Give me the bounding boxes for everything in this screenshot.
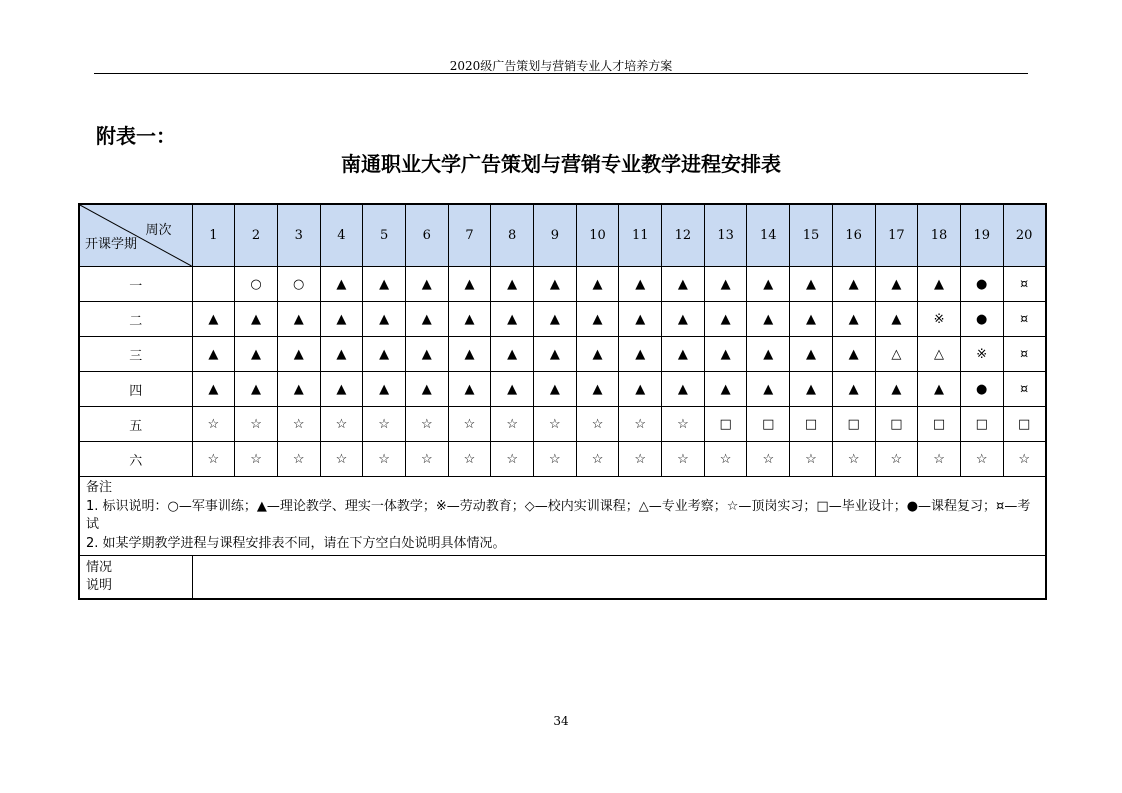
schedule-cell: ▲ bbox=[277, 372, 320, 407]
schedule-cell: ▲ bbox=[662, 337, 705, 372]
schedule-cell: ▲ bbox=[790, 337, 833, 372]
semester-label: 一 bbox=[79, 267, 192, 302]
schedule-cell: ▲ bbox=[576, 302, 619, 337]
schedule-cell: ☆ bbox=[448, 407, 491, 442]
week-header-row bbox=[79, 204, 1046, 267]
schedule-cell: □ bbox=[1003, 407, 1046, 442]
schedule-cell: ▲ bbox=[363, 337, 406, 372]
situation-label-line2: 说明 bbox=[86, 578, 113, 593]
schedule-cell: ¤ bbox=[1003, 337, 1046, 372]
week-header: 9 bbox=[534, 204, 577, 267]
schedule-cell: ▲ bbox=[790, 302, 833, 337]
schedule-cell: ● bbox=[960, 267, 1003, 302]
schedule-cell: △ bbox=[875, 337, 918, 372]
schedule-cell: ▲ bbox=[320, 267, 363, 302]
schedule-cell: ▲ bbox=[491, 267, 534, 302]
week-header: 17 bbox=[875, 204, 918, 267]
schedule-cell: ▲ bbox=[576, 267, 619, 302]
schedule-cell: ☆ bbox=[918, 442, 961, 477]
schedule-cell: ☆ bbox=[277, 442, 320, 477]
schedule-cell: ▲ bbox=[875, 267, 918, 302]
schedule-cell: ▲ bbox=[320, 372, 363, 407]
corner-semester-label: 开课学期 bbox=[85, 237, 138, 252]
week-header: 1 bbox=[192, 204, 235, 267]
schedule-cell: □ bbox=[790, 407, 833, 442]
remarks-cell bbox=[79, 477, 1046, 556]
schedule-cell: ▲ bbox=[277, 302, 320, 337]
week-header: 3 bbox=[277, 204, 320, 267]
semester-label: 六 bbox=[79, 442, 192, 477]
schedule-table bbox=[78, 203, 1047, 600]
week-header: 16 bbox=[832, 204, 875, 267]
schedule-cell: ▲ bbox=[619, 302, 662, 337]
schedule-cell: ¤ bbox=[1003, 267, 1046, 302]
schedule-cell: ▲ bbox=[875, 302, 918, 337]
schedule-cell: ▲ bbox=[448, 267, 491, 302]
schedule-cell: ▲ bbox=[832, 267, 875, 302]
schedule-cell: ▲ bbox=[192, 337, 235, 372]
schedule-cell: ▲ bbox=[448, 337, 491, 372]
header-rule bbox=[94, 73, 1028, 74]
schedule-cell: ☆ bbox=[320, 407, 363, 442]
week-header: 14 bbox=[747, 204, 790, 267]
schedule-cell: ▲ bbox=[235, 337, 278, 372]
schedule-cell: ☆ bbox=[320, 442, 363, 477]
week-header: 4 bbox=[320, 204, 363, 267]
schedule-cell: ▲ bbox=[704, 372, 747, 407]
corner-header-cell bbox=[79, 204, 192, 267]
week-header: 7 bbox=[448, 204, 491, 267]
schedule-cell: ▲ bbox=[534, 372, 577, 407]
schedule-cell: ▲ bbox=[662, 267, 705, 302]
schedule-cell: ▲ bbox=[534, 267, 577, 302]
page-number: 34 bbox=[553, 714, 569, 728]
schedule-cell: □ bbox=[747, 407, 790, 442]
schedule-cell: ☆ bbox=[619, 442, 662, 477]
week-header: 8 bbox=[491, 204, 534, 267]
schedule-cell: □ bbox=[918, 407, 961, 442]
semester-row bbox=[79, 267, 1046, 302]
remarks-note: 2. 如某学期教学进程与课程安排表不同，请在下方空白处说明具体情况。 bbox=[86, 535, 506, 551]
schedule-cell: ☆ bbox=[534, 407, 577, 442]
schedule-cell: □ bbox=[704, 407, 747, 442]
schedule-cell: ☆ bbox=[405, 407, 448, 442]
schedule-cell: ☆ bbox=[277, 407, 320, 442]
schedule-cell: ▲ bbox=[405, 302, 448, 337]
schedule-cell: ● bbox=[960, 372, 1003, 407]
remarks-legend: 1. 标识说明：○—军事训练；▲—理论教学、理实一体教学；※—劳动教育；◇—校内实训课程；△—专业考察；☆—顶岗实习；□—毕业设计；●—课程复习；¤—考试 bbox=[86, 498, 1031, 532]
week-header: 2 bbox=[235, 204, 278, 267]
schedule-cell: ▲ bbox=[747, 302, 790, 337]
schedule-cell: ▲ bbox=[832, 337, 875, 372]
schedule-cell: ▲ bbox=[192, 302, 235, 337]
schedule-cell: ● bbox=[960, 302, 1003, 337]
schedule-cell: ▲ bbox=[918, 267, 961, 302]
schedule-cell: ▲ bbox=[491, 372, 534, 407]
schedule-cell: ▲ bbox=[704, 337, 747, 372]
week-header: 5 bbox=[363, 204, 406, 267]
schedule-cell: ▲ bbox=[448, 302, 491, 337]
semester-row bbox=[79, 407, 1046, 442]
schedule-cell: ▲ bbox=[576, 372, 619, 407]
schedule-cell: ☆ bbox=[960, 442, 1003, 477]
schedule-cell: ▲ bbox=[448, 372, 491, 407]
schedule-cell: ☆ bbox=[491, 407, 534, 442]
week-header: 11 bbox=[619, 204, 662, 267]
week-header: 18 bbox=[918, 204, 961, 267]
week-header: 19 bbox=[960, 204, 1003, 267]
schedule-cell: ▲ bbox=[832, 302, 875, 337]
remarks-row bbox=[79, 477, 1046, 556]
semester-row bbox=[79, 302, 1046, 337]
semester-label: 五 bbox=[79, 407, 192, 442]
schedule-body bbox=[79, 267, 1046, 477]
schedule-cell: ▲ bbox=[662, 302, 705, 337]
schedule-cell: ☆ bbox=[576, 407, 619, 442]
schedule-cell bbox=[192, 267, 235, 302]
schedule-cell: ▲ bbox=[363, 267, 406, 302]
semester-label: 二 bbox=[79, 302, 192, 337]
schedule-cell: ☆ bbox=[235, 407, 278, 442]
schedule-cell: ▲ bbox=[747, 372, 790, 407]
schedule-cell: ▲ bbox=[619, 267, 662, 302]
schedule-cell: ☆ bbox=[662, 442, 705, 477]
schedule-cell: ▲ bbox=[576, 337, 619, 372]
schedule-cell: ▲ bbox=[235, 372, 278, 407]
week-header: 20 bbox=[1003, 204, 1046, 267]
schedule-cell: ▲ bbox=[747, 337, 790, 372]
schedule-cell: ▲ bbox=[619, 372, 662, 407]
schedule-cell: ○ bbox=[235, 267, 278, 302]
schedule-cell: ▲ bbox=[704, 302, 747, 337]
schedule-cell: ¤ bbox=[1003, 372, 1046, 407]
schedule-cell: ▲ bbox=[832, 372, 875, 407]
schedule-cell: ▲ bbox=[277, 337, 320, 372]
situation-value[interactable] bbox=[192, 556, 1046, 600]
schedule-cell: ▲ bbox=[320, 302, 363, 337]
schedule-cell: ▲ bbox=[790, 372, 833, 407]
schedule-cell: ☆ bbox=[662, 407, 705, 442]
schedule-cell: ☆ bbox=[790, 442, 833, 477]
schedule-cell: ☆ bbox=[405, 442, 448, 477]
schedule-cell: ☆ bbox=[192, 407, 235, 442]
week-header: 15 bbox=[790, 204, 833, 267]
schedule-cell: ☆ bbox=[704, 442, 747, 477]
week-header: 13 bbox=[704, 204, 747, 267]
situation-row bbox=[79, 556, 1046, 600]
schedule-cell: ▲ bbox=[491, 337, 534, 372]
schedule-cell: ▲ bbox=[704, 267, 747, 302]
situation-label-line1: 情况 bbox=[86, 560, 113, 575]
schedule-cell: ☆ bbox=[235, 442, 278, 477]
schedule-cell: ▲ bbox=[405, 267, 448, 302]
schedule-cell: ☆ bbox=[619, 407, 662, 442]
schedule-cell: ☆ bbox=[534, 442, 577, 477]
corner-week-label: 周次 bbox=[145, 223, 172, 238]
schedule-cell: ▲ bbox=[619, 337, 662, 372]
schedule-cell: ▲ bbox=[405, 337, 448, 372]
running-header: 2020级广告策划与营销专业人才培养方案 bbox=[449, 59, 673, 73]
schedule-cell: ▲ bbox=[491, 302, 534, 337]
schedule-cell: ※ bbox=[918, 302, 961, 337]
schedule-cell: ▲ bbox=[662, 372, 705, 407]
schedule-cell: ○ bbox=[277, 267, 320, 302]
schedule-cell: ▲ bbox=[918, 372, 961, 407]
schedule-cell: ☆ bbox=[363, 407, 406, 442]
semester-row bbox=[79, 442, 1046, 477]
week-header: 12 bbox=[662, 204, 705, 267]
schedule-cell: ¤ bbox=[1003, 302, 1046, 337]
schedule-cell: ▲ bbox=[363, 372, 406, 407]
schedule-cell: ☆ bbox=[747, 442, 790, 477]
schedule-cell: ☆ bbox=[875, 442, 918, 477]
schedule-cell: ▲ bbox=[320, 337, 363, 372]
schedule-cell: □ bbox=[960, 407, 1003, 442]
schedule-cell: ▲ bbox=[405, 372, 448, 407]
table-title: 南通职业大学广告策划与营销专业教学进程安排表 bbox=[341, 152, 781, 176]
schedule-cell: ☆ bbox=[363, 442, 406, 477]
schedule-cell: ☆ bbox=[448, 442, 491, 477]
semester-row bbox=[79, 372, 1046, 407]
schedule-cell: ▲ bbox=[790, 267, 833, 302]
semester-row bbox=[79, 337, 1046, 372]
schedule-cell: ▲ bbox=[363, 302, 406, 337]
schedule-cell: ▲ bbox=[235, 302, 278, 337]
semester-label: 四 bbox=[79, 372, 192, 407]
schedule-cell: ☆ bbox=[832, 442, 875, 477]
week-header: 6 bbox=[405, 204, 448, 267]
schedule-cell: ☆ bbox=[192, 442, 235, 477]
schedule-cell: ☆ bbox=[491, 442, 534, 477]
schedule-cell: ▲ bbox=[747, 267, 790, 302]
schedule-cell: ▲ bbox=[875, 372, 918, 407]
schedule-cell: △ bbox=[918, 337, 961, 372]
schedule-cell: ▲ bbox=[534, 302, 577, 337]
schedule-cell: □ bbox=[875, 407, 918, 442]
schedule-cell: ☆ bbox=[576, 442, 619, 477]
schedule-cell: □ bbox=[832, 407, 875, 442]
schedule-cell: ※ bbox=[960, 337, 1003, 372]
schedule-cell: ▲ bbox=[192, 372, 235, 407]
schedule-cell: ☆ bbox=[1003, 442, 1046, 477]
appendix-label: 附表一： bbox=[96, 124, 176, 148]
remarks-title: 备注 bbox=[86, 480, 113, 495]
situation-label bbox=[79, 556, 192, 600]
semester-label: 三 bbox=[79, 337, 192, 372]
week-header: 10 bbox=[576, 204, 619, 267]
schedule-cell: ▲ bbox=[534, 337, 577, 372]
